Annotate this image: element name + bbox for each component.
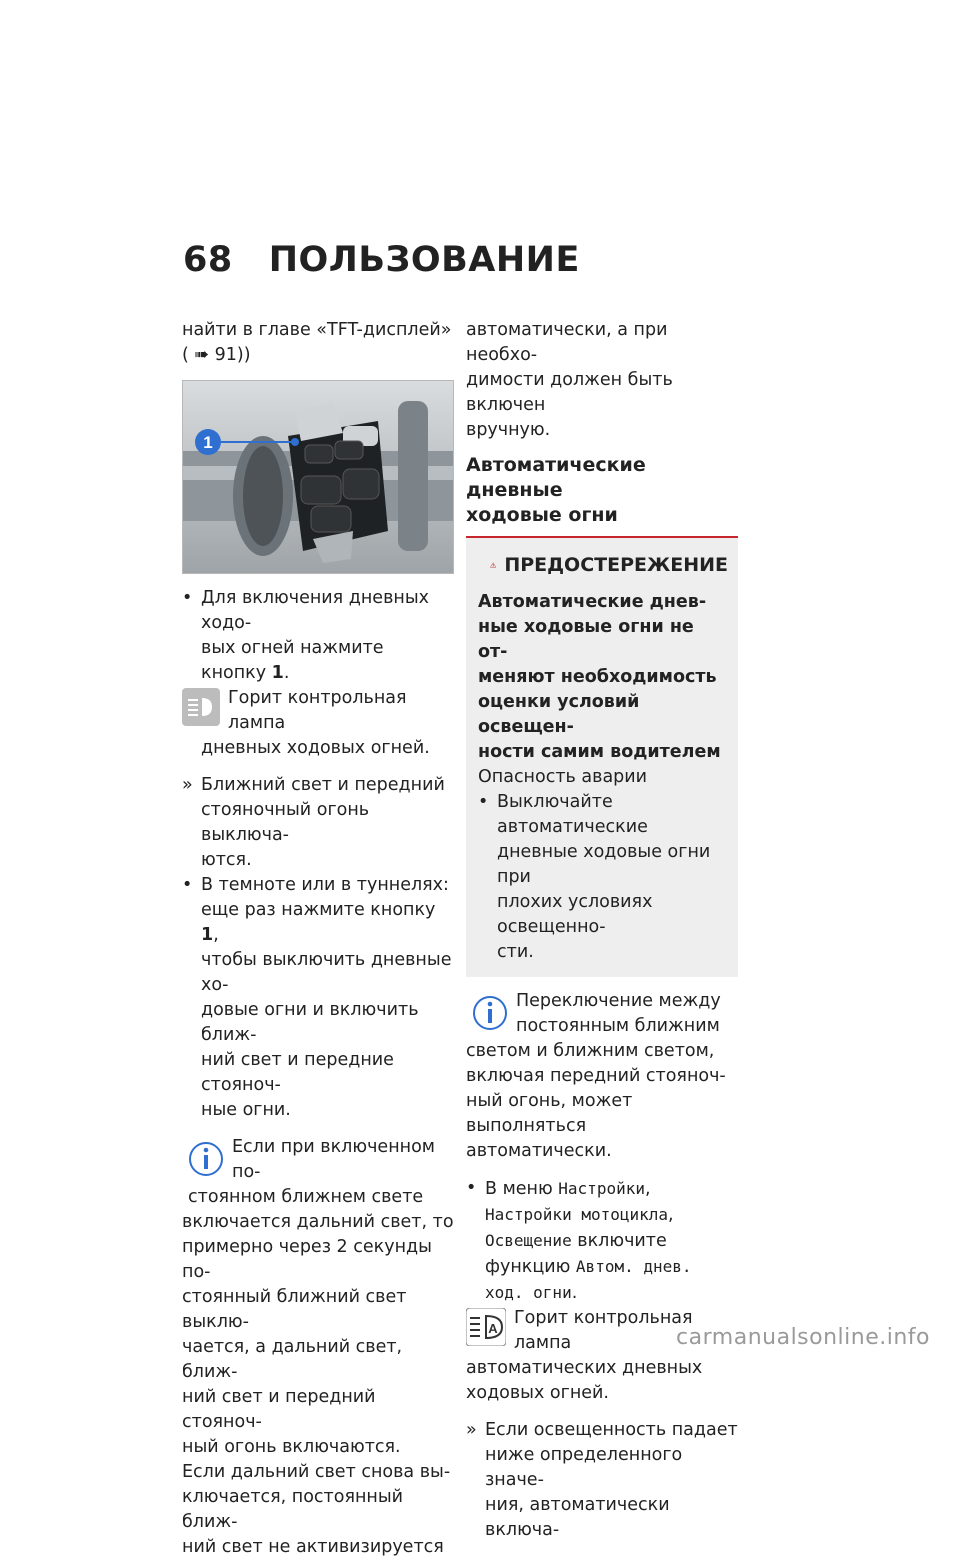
result-1-b: стояночный огонь выключа- xyxy=(201,800,370,845)
result-1-c: ются. xyxy=(201,850,252,870)
intro-line-2: ( ➠ 91)) xyxy=(182,345,251,365)
page-header xyxy=(183,240,580,280)
punct: , xyxy=(668,1205,674,1225)
warning-triangle-icon xyxy=(490,550,496,580)
punct: . xyxy=(571,1283,578,1303)
bullet-1-line-a: Для включения дневных ходо- xyxy=(201,588,429,633)
continued-b: димости должен быть включен xyxy=(466,370,673,415)
note-c: светом и ближним светом, xyxy=(466,1041,715,1061)
note-1-g: ний свет и передний стояноч- xyxy=(182,1387,376,1432)
result-2-c: ния, автоматически включа- xyxy=(485,1495,670,1540)
lamp-1-line-b: дневных ходовых огней. xyxy=(201,738,430,758)
bullet-2-c: чтобы выключить дневные хо- xyxy=(201,950,452,995)
note-1-h: ный огонь включаются. xyxy=(182,1437,401,1457)
note-e: ный огонь, может выполняться xyxy=(466,1091,633,1136)
warn-b4: сти. xyxy=(497,942,534,962)
note-1-d: примерно через 2 секунды по- xyxy=(182,1237,432,1282)
warning-title xyxy=(478,550,728,580)
warn-s2: ные ходовые огни не от- xyxy=(478,617,694,662)
lamp-1-line-a: Горит контрольная лампа xyxy=(228,688,407,733)
handlebar-switch-illustration xyxy=(183,381,453,573)
note-2-b: ключается, постоянный ближ- xyxy=(182,1487,404,1532)
warn-s5: ности самим водителем xyxy=(478,742,721,762)
note-2-a: Если дальний свет снова вы- xyxy=(182,1462,451,1482)
note-f: автоматически. xyxy=(466,1141,612,1161)
result-2-b: ниже определенного значе- xyxy=(485,1445,683,1490)
note-1-f: чается, а дальний свет, ближ- xyxy=(182,1337,403,1382)
warn-b3: плохих условиях освещенно- xyxy=(497,892,653,937)
page-number: 68 xyxy=(183,240,233,280)
menu-path-settings: Настройки xyxy=(558,1179,645,1198)
note-d: включая передний стояноч- xyxy=(466,1066,726,1086)
menu-function-a: Автом. днев. xyxy=(575,1257,692,1276)
info-icon xyxy=(188,1137,224,1181)
menu-path-lighting: Освещение xyxy=(485,1231,572,1250)
bullet-2-e: ний свет и передние стояноч- xyxy=(201,1050,394,1095)
lamp-b: автоматических дневных xyxy=(466,1358,703,1378)
button-ref-1: 1 xyxy=(201,925,214,945)
warning-title-text: ПРЕДОСТЕРЕЖЕНИЕ xyxy=(504,553,728,576)
bullet-1-line-b: вых огней нажмите кнопку xyxy=(201,638,384,683)
info-note-2 xyxy=(466,989,738,1039)
warn-s1: Автоматические днев- xyxy=(478,592,707,612)
left-column xyxy=(182,318,454,1560)
warn-s3: меняют необходимость xyxy=(478,667,717,687)
bullet-2 xyxy=(182,873,454,1123)
bullet-2-b: еще раз нажмите кнопку xyxy=(201,900,436,920)
menu-pre: В меню xyxy=(485,1179,559,1199)
section-heading xyxy=(466,453,738,528)
info-icon xyxy=(472,991,508,1035)
warning-bullet xyxy=(478,790,728,965)
right-column xyxy=(466,318,738,1543)
result-2-a: Если освещенность падает xyxy=(485,1420,738,1440)
continued-a: автоматически, а при необхо- xyxy=(466,320,668,365)
warn-s4: оценки условий освещен- xyxy=(478,692,640,737)
result-1 xyxy=(182,773,454,873)
info-note-1 xyxy=(182,1135,454,1210)
menu-path-motorcycle-settings: Настройки мотоцикла xyxy=(485,1205,669,1224)
lamp-note-1 xyxy=(182,686,454,761)
punct: , xyxy=(213,925,219,945)
button-ref-1: 1 xyxy=(271,663,284,683)
lamp-c: ходовых огней. xyxy=(466,1383,609,1403)
svg-text:A: A xyxy=(488,1321,498,1336)
section-heading-b: ходовые огни xyxy=(466,504,618,526)
warning-box xyxy=(466,538,738,977)
daytime-running-light-icon xyxy=(182,688,220,726)
punct: . xyxy=(283,663,290,683)
menu-func: функцию xyxy=(485,1257,576,1277)
result-2 xyxy=(466,1418,738,1543)
result-1-a: Ближний свет и передний xyxy=(201,775,445,795)
note-b: постоянным ближним xyxy=(516,1016,720,1036)
note-2-c: ний свет не активизируется xyxy=(182,1537,444,1557)
warn-b2: дневные ходовые огни при xyxy=(497,842,711,887)
continued-c: вручную. xyxy=(466,420,551,440)
handlebar-switch-photo xyxy=(182,380,454,574)
bullet-2-d: довые огни и включить ближ- xyxy=(201,1000,419,1045)
auto-daytime-light-icon xyxy=(466,1308,506,1346)
warning-danger: Опасность аварии xyxy=(478,767,648,787)
intro-line-1: найти в главе «TFT-дисплей» xyxy=(182,320,452,340)
note-a: Переключение между xyxy=(516,991,721,1011)
bullet-2-a: В темноте или в туннелях: xyxy=(201,875,449,895)
note-1-c: включается дальний свет, то xyxy=(182,1212,454,1232)
page-title: ПОЛЬЗОВАНИЕ xyxy=(268,240,580,280)
warn-b1: Выключайте автоматические xyxy=(497,792,648,837)
menu-mid: включите xyxy=(571,1231,667,1251)
section-heading-a: Автоматические дневные xyxy=(466,454,646,501)
warning-headline xyxy=(478,590,728,765)
watermark: carmanualsonline.info xyxy=(676,1325,930,1350)
bullet-2-f: ные огни. xyxy=(201,1100,291,1120)
note-1-b: стоянном ближнем свете xyxy=(188,1187,424,1207)
bullet-1 xyxy=(182,586,454,686)
lamp-a: Горит контрольная лампа xyxy=(514,1308,693,1353)
figure-callout-1: 1 xyxy=(203,433,213,452)
menu-function-b: ход. огни xyxy=(485,1283,572,1302)
punct: , xyxy=(644,1179,651,1199)
note-1-a: Если при включенном по- xyxy=(232,1137,435,1182)
menu-bullet xyxy=(466,1176,738,1306)
note-1-e: стоянный ближний свет выклю- xyxy=(182,1287,407,1332)
